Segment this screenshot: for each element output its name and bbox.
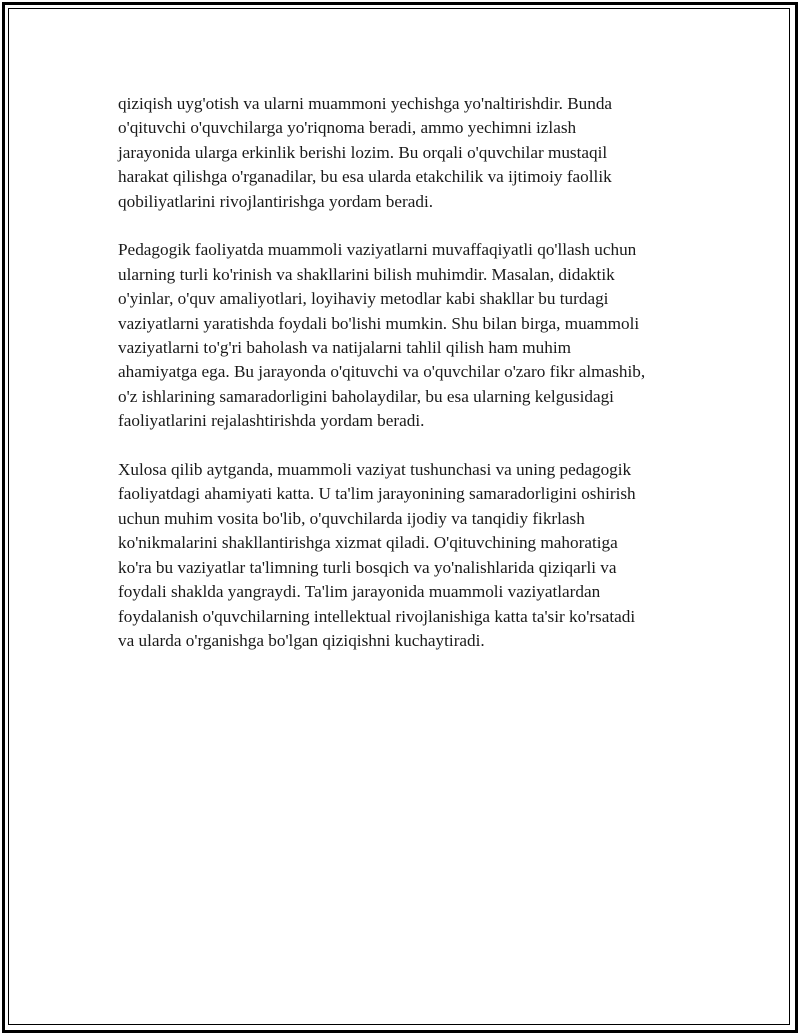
text-line: Xulosa qilib aytganda, muammoli vaziyat tushunchasi va uning pedagogik — [118, 460, 632, 480]
text-line: vaziyatlarni yaratishda foydali bo'lishi mumkin. Shu bilan birga, muammoli — [118, 313, 640, 333]
text-line: ko'nikmalarini shakllantirishga xizmat qiladi. O'qituvchining mahoratiga — [118, 533, 618, 553]
paragraph-3 — [118, 458, 698, 653]
text-line: foydali shaklda yangraydi. Ta'lim jarayonida muammoli vaziyatlardan — [118, 582, 601, 602]
text-line: faoliyatlarini rejalashtirishda yordam beradi. — [118, 411, 425, 431]
text-line: o'z ishlarining samaradorligini baholaydilar, bu esa ularning kelgusidagi — [118, 386, 614, 406]
text-line: Pedagogik faoliyatda muammoli vaziyatlarni muvaffaqiyatli qo'llash uchun — [118, 240, 637, 260]
text-line: foydalanish o'quvchilarning intellektual rivojlanishiga katta ta'sir ko'rsatadi — [118, 606, 636, 626]
document-body — [118, 92, 698, 678]
text-line: vaziyatlarni to'g'ri baholash va natijalarni tahlil qilish ham muhim — [118, 338, 571, 358]
text-line: jarayonida ularga erkinlik berishi lozim. Bu orqali o'quvchilar mustaqil — [118, 142, 608, 162]
text-line: o'qituvchi o'quvchilarga yo'riqnoma beradi, ammo yechimni izlash — [118, 118, 577, 138]
text-line: o'yinlar, o'quv amaliyotlari, loyihaviy metodlar kabi shakllar bu turdagi — [118, 289, 609, 309]
text-line: qobiliyatlarini rivojlantirishga yordam beradi. — [118, 191, 434, 211]
paragraph-1 — [118, 92, 698, 214]
text-line: harakat qilishga o'rganadilar, bu esa ularda etakchilik va ijtimoiy faollik — [118, 167, 612, 187]
paragraph-2 — [118, 238, 698, 433]
text-line: qiziqish uyg'otish va ularni muammoni yechishga yo'naltirishdir. Bunda — [118, 94, 613, 113]
text-line: faoliyatdagi ahamiyati katta. U ta'lim jarayonining samaradorligini oshirish — [118, 484, 636, 504]
text-line: ahamiyatga ega. Bu jarayonda o'qituvchi va o'quvchilar o'zaro fikr almashib, — [118, 362, 646, 382]
text-line: ko'ra bu vaziyatlar ta'limning turli bosqich va yo'nalishlarida qiziqarli va — [118, 557, 617, 577]
text-line: uchun muhim vosita bo'lib, o'quvchilarda ijodiy va tanqidiy fikrlash — [118, 508, 585, 528]
text-line: va ularda o'rganishga bo'lgan qiziqishni kuchaytiradi. — [118, 630, 485, 650]
text-line: ularning turli ko'rinish va shakllarini bilish muhimdir. Masalan, didaktik — [118, 264, 615, 284]
